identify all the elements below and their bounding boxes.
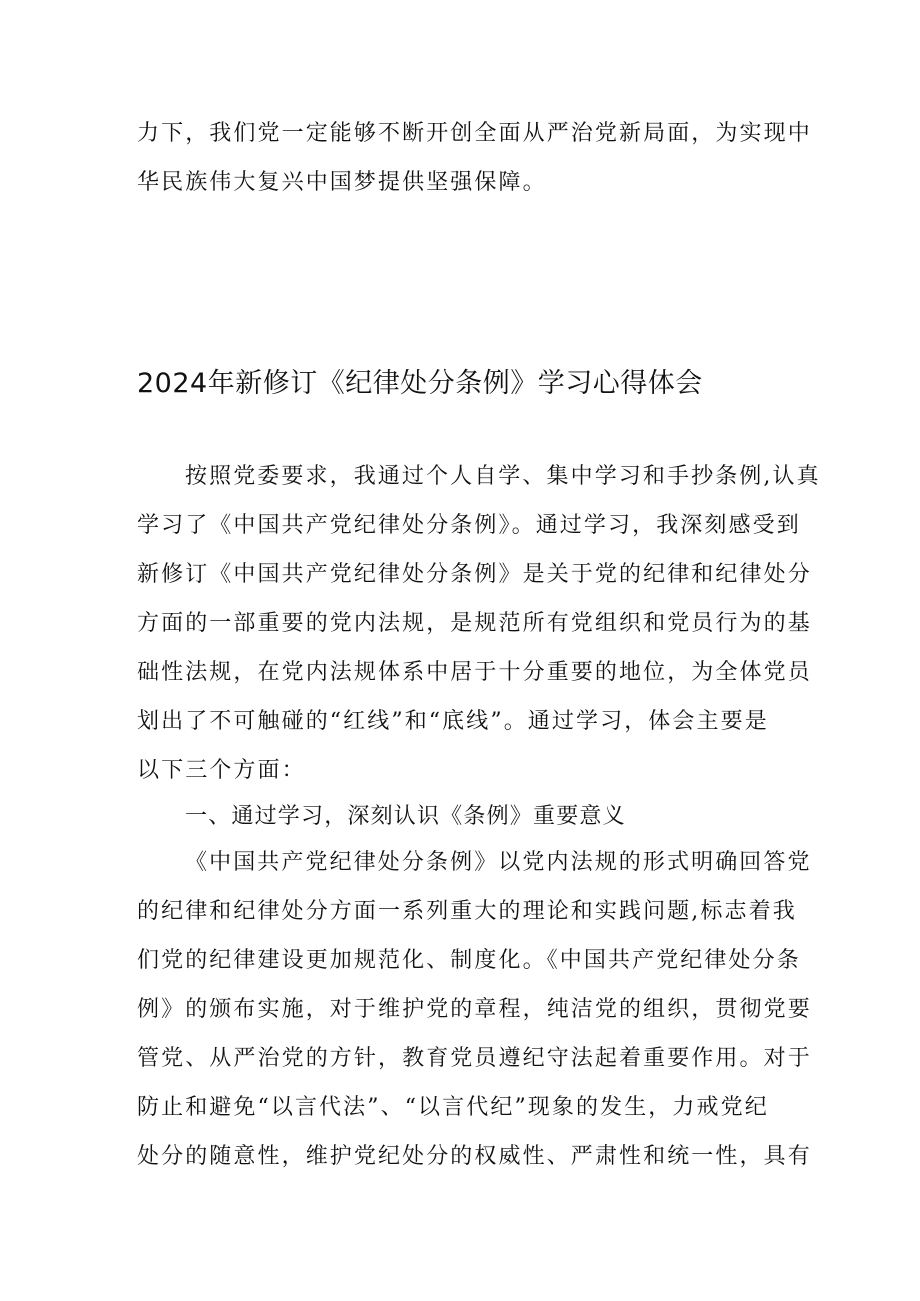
intro-line-3: 新修订《中国共产党纪律处分条例》是关于党的纪律和纪律处分	[137, 562, 812, 587]
section-body-line-5: 管党、从严治党的方针，教育党员遵纪守法起着重要作用。对于	[137, 1046, 812, 1071]
intro-line-6: 划出了不可触碰的“红线”和“底线”。通过学习，体会主要是	[137, 709, 769, 734]
continuation-line-1: 力下，我们党一定能够不断开创全面从严治党新局面，为实现中	[137, 121, 812, 146]
intro-line-7: 以下三个方面：	[137, 758, 306, 783]
section-body-line-4: 例》的颁布实施，对于维护党的章程，纯洁党的组织，贯彻党要	[137, 997, 812, 1022]
section-body-line-2: 的纪律和纪律处分方面一系列重大的理论和实践问题,标志着我	[137, 899, 797, 924]
continuation-line-2: 华民族伟大复兴中国梦提供坚强保障。	[137, 170, 547, 195]
section-body-line-1: 《中国共产党纪律处分条例》以党内法规的形式明确回答党	[185, 850, 812, 875]
intro-line-2: 学习了《中国共产党纪律处分条例》。通过学习，我深刻感受到	[137, 513, 801, 538]
section-body-line-7: 处分的随意性，维护党纪处分的权威性、严肃性和统一性，具有	[137, 1144, 812, 1169]
section-body-line-3: 们党的纪律建设更加规范化、制度化。《中国共产党纪律处分条	[137, 948, 801, 973]
article-title: 2024年新修订《纪律处分条例》学习心得体会	[137, 368, 703, 399]
intro-line-4: 方面的一部重要的党内法规，是规范所有党组织和党员行为的基	[137, 611, 812, 636]
intro-line-5: 础性法规，在党内法规体系中居于十分重要的地位，为全体党员	[137, 660, 812, 685]
section-heading: 一、通过学习，深刻认识《条例》重要意义	[185, 804, 626, 829]
intro-line-1: 按照党委要求，我通过个人自学、集中学习和手抄条例,认真	[185, 464, 821, 489]
section-body-line-6: 防止和避免“以言代法”、“以言代纪”现象的发生，力戒党纪	[137, 1095, 769, 1120]
